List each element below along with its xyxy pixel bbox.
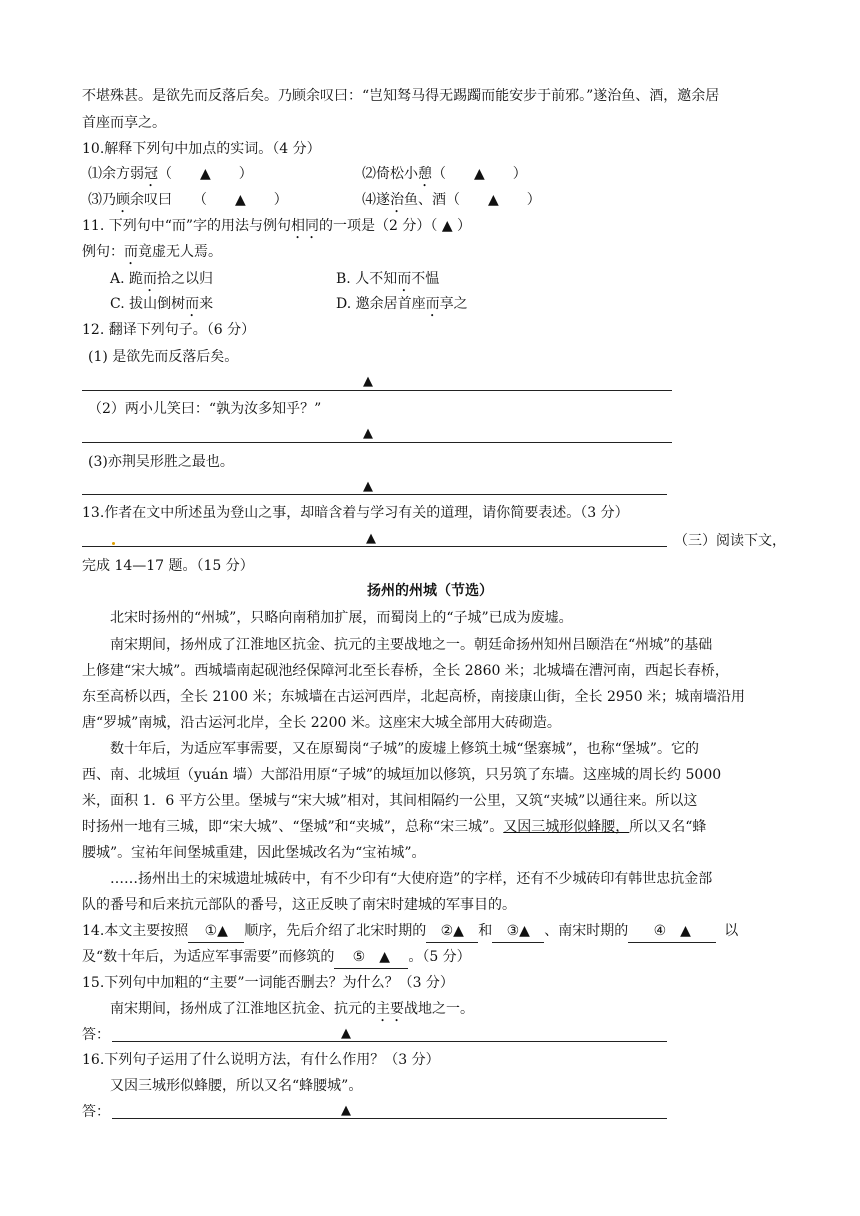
blank-2[interactable]: ②▲ [426, 920, 478, 943]
question-10: 10.解释下列句中加点的实词。（4 分） [82, 141, 321, 157]
answer-line[interactable] [82, 494, 667, 495]
q10-item-4: ⑷遂治鱼、酒（ ▲ ） [362, 192, 541, 208]
answer-marker: ▲ [363, 479, 373, 494]
answer-marker: ▲ [341, 1026, 351, 1041]
answer-line[interactable] [82, 442, 672, 443]
passage-line: 腰城”。宝祐年间堡城重建，因此堡城改名为“宝祐城”。 [82, 845, 426, 861]
q12-sentence-3: (3)亦荆吴形胜之最也。 [88, 454, 234, 470]
question-13: 13.作者在文中所述虽为登山之事，却暗含着与学习有关的道理，请你简要表述。（3 分） [82, 505, 629, 521]
answer-marker: ▲ [363, 426, 373, 441]
passage-line: 西、南、北城垣（yuán 墙）大部沿用原“子城”的城垣加以修筑，只另筑了东墙。这座城的周长约 5000 [82, 767, 722, 783]
question-15: 15.下列句中加粗的“主要”一词能否删去？为什么？（3 分） [82, 975, 454, 991]
q12-sentence-1: (1) 是欲先而反落后矣。 [88, 349, 239, 365]
blank-3[interactable]: ③▲ [492, 920, 544, 943]
section-3-heading-cont: 完成 14—17 题。（15 分） [82, 558, 254, 574]
blank-5[interactable]: ⑤ ▲ [334, 946, 408, 969]
passage-line: 唐“罗城”南城，沿古运河北岸，全长 2200 米。这座宋大城全部用大砖砌造。 [82, 715, 561, 731]
answer-line[interactable] [82, 390, 672, 391]
blank-1[interactable]: ①▲ [188, 920, 244, 943]
q10-item-1: ⑴余方弱冠（ ▲ ） [88, 166, 253, 182]
section-3-heading: （三）阅读下文， [674, 533, 786, 549]
passage-paragraph: 南宋期间，扬州成了江淮地区抗金、抗元的主要战地之一。朝廷命扬州知州吕颐浩在“州城”的基础 [110, 637, 713, 653]
passage-paragraph: ……扬州出土的宋城遗址城砖中，有不少印有“大使府造”的字样，还有不少城砖印有韩世忠抗金部 [110, 871, 713, 887]
question-14-cont: 及“数十年后，为适应军事需要”而修筑的 ⑤ ▲ 。（5 分） [82, 946, 471, 969]
q11-option-d: D. 邀余居首座而享之 [336, 296, 468, 312]
answer-marker: ▲ [363, 374, 373, 389]
q11-example: 例句：而竟虚无人焉。 [82, 244, 222, 260]
question-16: 16.下列句子运用了什么说明方法，有什么作用？（3 分） [82, 1052, 440, 1068]
q10-item-3: ⑶乃顾余叹曰 （ ▲ ） [88, 192, 288, 208]
passage-line: 首座而享之。 [82, 115, 166, 131]
passage-title: 扬州的州城（节选） [367, 583, 493, 599]
q11-option-c: C. 拔山倒树而来 [110, 296, 214, 312]
passage-paragraph: 数十年后，为适应军事需要，又在原蜀岗“子城”的废墟上修筑土城“堡寨城”，也称“堡城”。它的 [110, 741, 699, 757]
passage-line: 时扬州一地有三城，即“宋大城”、“堡城”和“夹城”，总称“宋三城”。又因三城形似蜂腰，所以又名“蜂 [82, 819, 707, 835]
passage-line: 队的番号和后来抗元部队的番号，这正反映了南宋时建城的军事目的。 [82, 897, 516, 913]
underlined-sentence: 又因三城形似蜂腰， [503, 819, 630, 835]
q15-sentence: 南宋期间，扬州成了江淮地区抗金、抗元的主要战地之一。 [110, 1001, 474, 1017]
question-11: 11. 下列句中“而”字的用法与例句相同的一项是（2 分）（ ▲ ） [82, 218, 472, 234]
q12-sentence-2: （2）两小儿笑曰：“孰为汝多知乎？” [88, 401, 322, 417]
answer-marker: ▲ [341, 1103, 351, 1118]
passage-line: 不堪殊甚。是欲先而反落后矣。乃顾余叹曰：“岂知驽马得无踢躅而能安步于前邪。”遂治鱼、酒，邀余居 [82, 88, 720, 104]
passage-line: 米，面积 1．6 平方公里。堡城与“宋大城”相对，其间相隔约一公里，又筑“夹城”以通往来。所以这 [82, 793, 698, 809]
q16-sentence: 又因三城形似蜂腰，所以又名“蜂腰城”。 [110, 1078, 363, 1094]
answer-label: 答： [82, 1104, 110, 1120]
answer-line[interactable] [82, 546, 667, 547]
answer-label: 答： [82, 1027, 110, 1043]
passage-line: 东至高桥以西，全长 2100 米；东城墙在古运河西岸，北起高桥，南接康山街，全长 2950 米；城南墙沿用 [82, 689, 746, 705]
answer-line[interactable] [112, 1041, 667, 1042]
passage-paragraph: 北宋时扬州的“州城”，只略向南稍加扩展，而蜀岗上的“子城”已成为废墟。 [110, 610, 573, 626]
question-12: 12. 翻译下列句子。（6 分） [82, 322, 256, 338]
passage-line: 上修建“宋大城”。西城墙南起砚池经保障河北至长春桥，全长 2860 米；北城墙在漕河南，西起长春桥， [82, 663, 729, 679]
question-14: 14.本文主要按照 ①▲ 顺序，先后介绍了北宋时期的 ②▲ 和 ③▲ 、南宋时期的 ④ ▲ 以 [82, 920, 738, 943]
q11-option-b: B. 人不知而不愠 [336, 271, 440, 287]
answer-marker: ▲ [366, 531, 376, 546]
q11-option-a: A. 跪而拾之以归 [110, 271, 214, 287]
blank-4[interactable]: ④ ▲ [628, 920, 716, 943]
q10-item-2: ⑵倚松小憩（ ▲ ） [362, 166, 527, 182]
answer-line[interactable] [112, 1118, 667, 1119]
mark-dot [112, 542, 115, 545]
